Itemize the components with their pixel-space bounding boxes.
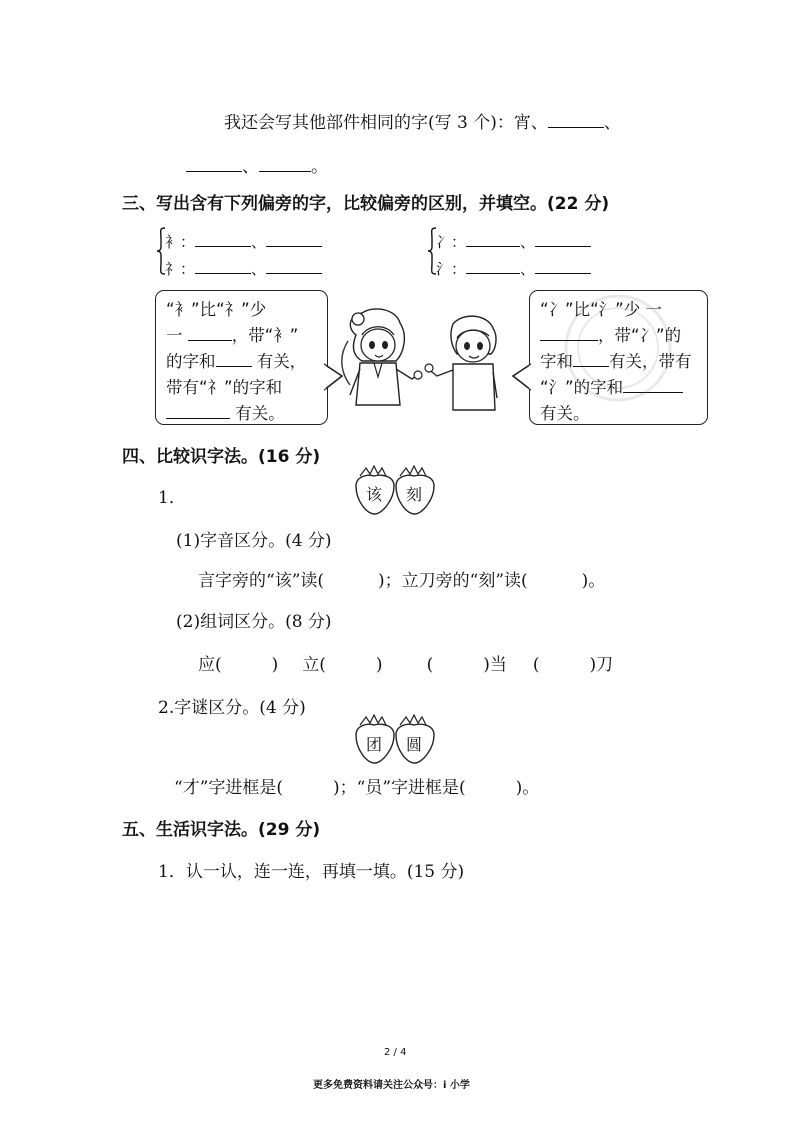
answer-blank[interactable]: [186, 156, 242, 172]
continuation-text: 我还会写其他部件相同的字(写 3 个)：宵、: [224, 113, 548, 133]
section-5-title: 五、生活识字法。(29 分): [122, 820, 321, 840]
page-number: 2 / 4: [384, 1047, 407, 1058]
answer-blank[interactable]: [216, 351, 252, 367]
answer-blank[interactable]: [266, 258, 322, 274]
bubble-line: 有关。: [540, 404, 590, 423]
watermark-seal: [548, 292, 678, 407]
answer-blank[interactable]: [535, 258, 591, 274]
bubble-line: ，带“冫”的: [540, 322, 681, 346]
question-1-label: 1．: [158, 488, 186, 508]
boy-illustration: [423, 310, 508, 415]
radical-row-shi: 礻： 、: [165, 258, 322, 279]
footer-note: 更多免费资料请关注公众号：i 小学: [313, 1080, 470, 1091]
answer-blank[interactable]: [466, 258, 520, 274]
answer-blank[interactable]: [195, 231, 251, 247]
answer-blank[interactable]: [166, 403, 230, 419]
strawberry-char: 圆: [406, 735, 423, 754]
strawberry-char: 该: [366, 485, 383, 504]
section-4-title: 四、比较识字法。(16 分): [122, 447, 321, 467]
riddle-line: “才”字进框是( )；“员”字进框是( )。: [174, 778, 540, 798]
bubble-line: 字和 有关，带有: [540, 352, 692, 371]
answer-blank[interactable]: [188, 325, 232, 341]
left-speech-bubble: [155, 290, 328, 425]
bubble-line: 有关。: [166, 400, 285, 424]
answer-blank[interactable]: [195, 258, 251, 274]
radical-row-shui: 氵： 、: [436, 258, 591, 279]
part-2-title: (2)组词区分。(8 分): [176, 612, 332, 632]
word-group-line: 应( ) 立( ) ( )当 ( )刀: [198, 655, 614, 675]
continuation-line-1: 我还会写其他部件相同的字(写 3 个)：宵、 、: [224, 113, 621, 133]
right-bubble-tail: [511, 362, 531, 392]
bubble-line: 带有“礻”的字和: [166, 378, 283, 397]
pronunciation-line: 言字旁的“该”读( )；立刀旁的“刻”读( )。: [198, 571, 606, 591]
answer-blank[interactable]: [535, 231, 591, 247]
section-5-question-1: 1．认一认，连一连，再填一填。(15 分): [158, 862, 465, 882]
bubble-line: “氵”的字和: [540, 374, 683, 398]
radical-row-bing: 冫： 、: [436, 231, 591, 252]
bubble-line: 的字和 有关，: [166, 352, 307, 371]
continuation-line-2: 、 。: [186, 152, 328, 177]
strawberry-char: 团: [366, 735, 383, 754]
answer-blank[interactable]: [466, 231, 520, 247]
answer-blank[interactable]: [548, 112, 604, 128]
strawberry-pair-2: [352, 713, 438, 767]
bubble-line: “衤”比“礻”少: [166, 300, 267, 319]
girl-illustration: [338, 305, 423, 415]
strawberry-char: 刻: [406, 485, 423, 504]
strawberry-pair-1: [352, 464, 438, 518]
section-3-title: 三、写出含有下列偏旁的字，比较偏旁的区别，并填空。(22 分): [122, 194, 610, 214]
part-1-title: (1)字音区分。(4 分): [176, 531, 332, 551]
answer-blank[interactable]: [259, 156, 311, 172]
answer-blank[interactable]: [266, 231, 322, 247]
radical-row-yi: 衤： 、: [165, 231, 322, 252]
bubble-line: 一 ，带“衤”: [166, 326, 299, 345]
question-2-label: 2.字谜区分。(4 分): [158, 698, 306, 718]
bubble-line: “冫”比“氵”少 一: [540, 300, 662, 319]
